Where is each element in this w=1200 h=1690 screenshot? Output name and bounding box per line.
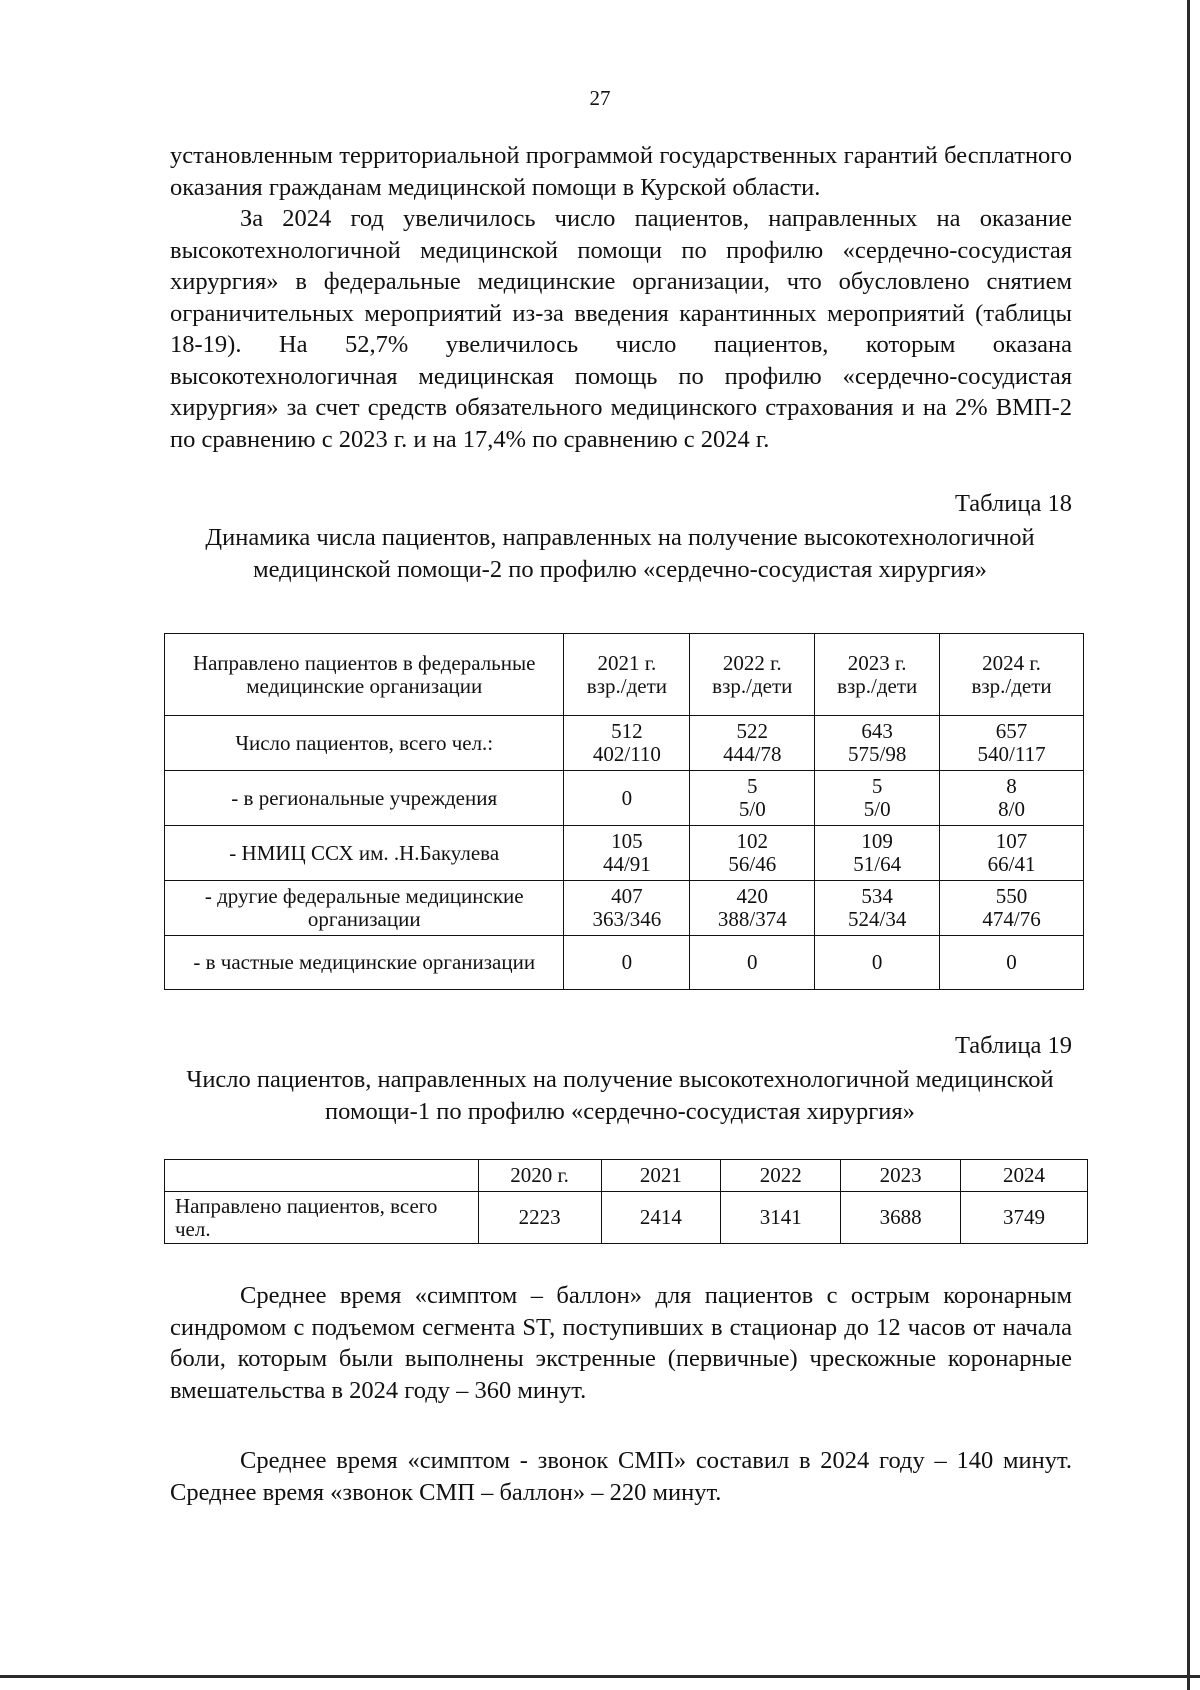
table-cell: 0 <box>564 936 690 990</box>
table-cell: 102 56/46 <box>690 826 815 881</box>
table19-label: Таблица 19 <box>954 1032 1072 1059</box>
table-row <box>165 716 1084 771</box>
table-cell: 3688 <box>841 1192 961 1244</box>
table-18 <box>164 633 1084 990</box>
table-cell: 657 540/117 <box>940 716 1084 771</box>
scan-edge-bottom <box>0 1675 1200 1678</box>
table-row <box>165 881 1084 936</box>
table-cell: 0 <box>815 936 940 990</box>
table-cell: 3749 <box>961 1192 1088 1244</box>
table-row <box>165 771 1084 826</box>
table19-header-cell: 2021 <box>601 1160 721 1192</box>
table-cell: 107 66/41 <box>940 826 1084 881</box>
paragraph-4: Среднее время «симптом - звонок СМП» составил в 2024 году – 140 минут. Среднее время «звонок СМП – баллон» – 220 минут. <box>170 1447 1072 1506</box>
table18-header-year: 2024 г. взр./дети <box>940 634 1084 716</box>
table19-header-cell: 2022 <box>721 1160 841 1192</box>
table18-header-row <box>165 634 1084 716</box>
table19-header-cell: 2024 <box>961 1160 1088 1192</box>
table-row <box>165 826 1084 881</box>
row-label: - другие федеральные медицинские организации <box>165 881 564 936</box>
table-row <box>165 936 1084 990</box>
row-label: Направлено пациентов, всего чел. <box>165 1192 479 1244</box>
paragraph-2: За 2024 год увеличилось число пациентов, направленных на оказание высокотехнологичной медицинской помощи по профилю «сердечно-сосудистая хирургия» в федеральные медицинские организации, что обусловлено снятием ограничительных мероприятий из-за введения карантинных мероприятий (таблицы 18-19). На 52,7% увеличилось число пациентов, которым оказана высокотехнологичная медицинская помощь по профилю «сердечно-сосудистая хирургия» за счет средств обязательного медицинского страхования и на 2% ВМП-2 по сравнению с 2023 г. и на 17,4% по сравнению с 2024 г. <box>170 205 1072 453</box>
table-cell: 550 474/76 <box>940 881 1084 936</box>
table19-caption: Число пациентов, направленных на получение высокотехнологичной медицинской помощи-1 по профилю «сердечно-сосудистая хирургия» <box>186 1066 1054 1125</box>
table-cell: 522 444/78 <box>690 716 815 771</box>
table-cell: 512 402/110 <box>564 716 690 771</box>
table-cell: 0 <box>940 936 1084 990</box>
table-cell: 0 <box>690 936 815 990</box>
page-number: 27 <box>589 86 611 110</box>
table-cell: 8 8/0 <box>940 771 1084 826</box>
table-cell: 5 5/0 <box>690 771 815 826</box>
table19-header-cell: 2020 г. <box>478 1160 601 1192</box>
row-label: Число пациентов, всего чел.: <box>165 716 564 771</box>
table19-header-cell: 2023 <box>841 1160 961 1192</box>
table-cell: 2223 <box>478 1192 601 1244</box>
scan-edge-right <box>1187 0 1190 1690</box>
table18-label: Таблица 18 <box>954 490 1072 517</box>
table19-header-row <box>165 1160 1088 1192</box>
table18-header-year: 2021 г. взр./дети <box>564 634 690 716</box>
paragraph-1: установленным территориальной программой государственных гарантий бесплатного оказания гражданам медицинской помощи в Курской области. <box>170 142 1072 201</box>
table-cell: 420 388/374 <box>690 881 815 936</box>
table-cell: 534 524/34 <box>815 881 940 936</box>
table-cell: 109 51/64 <box>815 826 940 881</box>
row-label: - в частные медицинские организации <box>165 936 564 990</box>
table-cell: 0 <box>564 771 690 826</box>
table18-caption: Динамика числа пациентов, направленных на получение высокотехнологичной медицинской помощи-2 по профилю «сердечно-сосудистая хирургия» <box>205 524 1035 583</box>
table-19 <box>164 1159 1088 1244</box>
paragraph-3: Среднее время «симптом – баллон» для пациентов с острым коронарным синдромом с подъемом сегмента ST, поступивших в стационар до 12 часов от начала боли, которым были выполнены экстренные (первичные) чрескожные коронарные вмешательства в 2024 году – 360 минут. <box>170 1282 1072 1404</box>
row-label: - НМИЦ ССХ им. .Н.Бакулева <box>165 826 564 881</box>
table-cell: 2414 <box>601 1192 721 1244</box>
table18-header-first: Направлено пациентов в федеральные медицинские организации <box>165 634 564 716</box>
table18-header-year: 2022 г. взр./дети <box>690 634 815 716</box>
row-label: - в региональные учреждения <box>165 771 564 826</box>
table18-header-year: 2023 г. взр./дети <box>815 634 940 716</box>
table-cell: 643 575/98 <box>815 716 940 771</box>
table-cell: 105 44/91 <box>564 826 690 881</box>
table-cell: 3141 <box>721 1192 841 1244</box>
table19-header-cell <box>165 1160 479 1192</box>
table-cell: 5 5/0 <box>815 771 940 826</box>
table-row <box>165 1192 1088 1244</box>
table-cell: 407 363/346 <box>564 881 690 936</box>
